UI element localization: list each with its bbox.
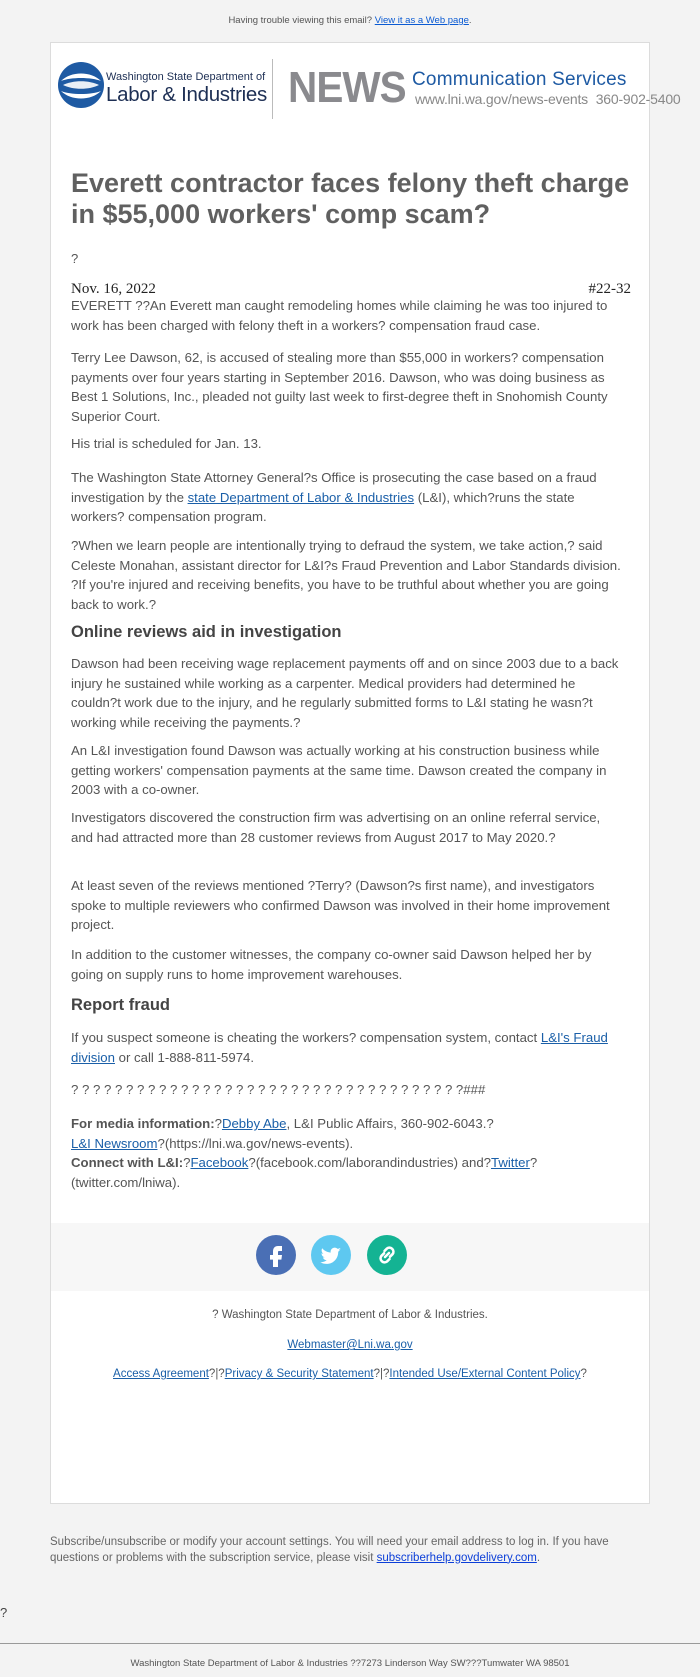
logo-line2: Labor & Industries [106, 83, 267, 106]
debby-abe-link[interactable]: Debby Abe [221, 1116, 287, 1131]
webmaster-row [51, 1339, 649, 1351]
paragraph-2: Terry Lee Dawson, 62, is accused of stealing more than $55,000 in workers? compensation payments over four years starting in September 2016. Dawson, who was doing business as Best 1 Solutions, Inc., pleaded not guilty last week to first-degree theft in Snohomish County Superior Court. [71, 350, 608, 424]
paragraph-7: An L&I investigation found Dawson was actually working at his construction business while getting workers' compensation payments at the same time. Dawson created the company in 2003 with a co-owner. [71, 743, 607, 797]
subscription-text: Subscribe/unsubscribe or modify your account settings. You will need your email address to log in. If you have questions or problems with the subscription service, please visit [50, 1536, 609, 1564]
connect-q: ? [183, 1155, 191, 1170]
policy-sep-2: ?|? [373, 1368, 390, 1380]
email-card [50, 42, 681, 1504]
paragraph-5: ?When we learn people are intentionally trying to defraud the system, we take action,? said Celeste Monahan, assistant director for L&I?s Fraud Prevention and Labor Standards division. ?If you're injured and receiving benefits, you have to be truthful about whether you are going back to work.? [71, 538, 621, 612]
facebook-icon [256, 1235, 296, 1275]
news-heading: NEWS [288, 63, 406, 112]
trouble-viewing-suffix: . [468, 15, 472, 26]
lni-logo-icon [57, 61, 105, 109]
trouble-viewing-bar [0, 0, 700, 42]
heading-online-reviews: Online reviews aid in investigation [71, 623, 342, 641]
facebook-button[interactable] [256, 1235, 296, 1275]
heading-report-fraud: Report fraud [71, 996, 170, 1014]
bottom-mark: ? [0, 1605, 8, 1620]
fraud-division-link[interactable]: L&I's Fraud division [71, 1030, 608, 1065]
subscription-end: . [536, 1551, 541, 1564]
paragraph-8: Investigators discovered the construction firm was advertising on an online referral service, and had attracted more than 28 customer reviews from August 2017 to May 2020.? [71, 810, 601, 845]
paragraph-4-post: (L&I), which?runs the state workers? compensation program. [71, 489, 575, 524]
twitter-button[interactable] [311, 1235, 351, 1275]
media-label: For media information: [71, 1116, 215, 1131]
paragraph-4 [71, 468, 623, 527]
media-q: ? [214, 1116, 222, 1131]
communication-services-title: Communication Services [412, 69, 627, 90]
paragraph-11-pre: If you suspect someone is cheating the workers? compensation system, contact [71, 1030, 541, 1045]
copyright-text: ? Washington State Department of Labor & Industries. [212, 1309, 488, 1321]
view-web-page-link[interactable]: View it as a Web page [374, 15, 469, 26]
release-date: Nov. 16, 2022 [71, 281, 156, 297]
email-header [51, 43, 681, 161]
newsroom-link[interactable]: L&I Newsroom [71, 1135, 158, 1151]
paragraph-1: EVERETT ??An Everett man caught remodeling homes while claiming he was too injured to work has been charged with felony theft in a workers? compensation fraud case. [71, 298, 608, 333]
policy-end: ? [580, 1368, 587, 1380]
news-events-url: www.lni.wa.gov/news-events [415, 91, 588, 107]
policy-links [51, 1368, 649, 1380]
connect-label: Connect with L&I: [71, 1155, 184, 1170]
social-bar [51, 1223, 649, 1291]
twitter-post: ?(twitter.com/lniwa). [71, 1155, 538, 1190]
media-contacts [71, 1114, 623, 1192]
subscription-notice [50, 1535, 650, 1566]
facebook-post: ?(facebook.com/laborandindustries) and? [248, 1155, 492, 1170]
access-agreement-link[interactable]: Access Agreement [113, 1368, 209, 1380]
privacy-statement-link[interactable]: Privacy & Security Statement [224, 1368, 374, 1380]
newsroom-post: ?(https://lni.wa.gov/news-events). [157, 1135, 354, 1151]
webmaster-link[interactable]: Webmaster@Lni.wa.gov [287, 1339, 413, 1351]
paragraph-6: Dawson had been receiving wage replacement payments off and on since 2003 due to a back injury he sustained while working as a carpenter. Medical providers had determined he couldn?t work due to the injury, and he regularly submitted forms to L&I stating he wasn?t working while receiving the payments.? [71, 656, 619, 730]
end-marks: ? ? ? ? ? ? ? ? ? ? ? ? ? ? ? ? ? ? ? ? ? ? ? ? ? ? ? ? ? ? ? ? ? ? ? ?### [71, 1082, 486, 1097]
paragraph-9: At least seven of the reviews mentioned ?Terry? (Dawson?s first name), and investigators spoke to multiple reviewers who confirmed Dawson was involved in their home improvement project. [71, 878, 610, 932]
lead-mark: ? [71, 251, 79, 266]
trouble-viewing-text: Having trouble viewing this email? [228, 15, 373, 26]
link-icon [367, 1235, 407, 1275]
mailing-address: Washington State Department of Labor & Industries ??7273 Linderson Way SW???Tumwater WA 98501 [130, 1658, 570, 1669]
intended-use-link[interactable]: Intended Use/External Content Policy [389, 1368, 581, 1380]
logo-line1: Washington State Department of [106, 71, 266, 83]
paragraph-3: His trial is scheduled for Jan. 13. [71, 436, 262, 451]
twitter-text-link[interactable]: Twitter [491, 1155, 530, 1170]
communication-services-contact [415, 91, 681, 107]
release-number: #22-32 [588, 281, 631, 297]
copy-link-button[interactable] [367, 1235, 407, 1275]
facebook-text-link[interactable]: Facebook [190, 1155, 249, 1170]
paragraph-11 [71, 1028, 623, 1067]
bottom-divider [0, 1643, 700, 1644]
media-post: , L&I Public Affairs, 360-902-6043.? [286, 1116, 494, 1131]
paragraph-4-pre: The Washington State Attorney General?s Office is prosecuting the case based on a fraud investigation by the [71, 470, 597, 505]
paragraph-11-post: or call 1-888-811-5974. [114, 1049, 255, 1065]
paragraph-10: In addition to the customer witnesses, the company co-owner said Dawson helped her by going on supply runs to home improvement warehouses. [71, 947, 592, 982]
policy-sep-1: ?|? [208, 1368, 225, 1380]
header-divider [272, 59, 273, 119]
twitter-icon [311, 1235, 351, 1275]
lni-department-link[interactable]: state Department of Labor & Industries [187, 489, 415, 505]
subscriber-help-link[interactable]: subscriberhelp.govdelivery.com [376, 1551, 537, 1564]
news-phone: 360-902-5400 [595, 91, 681, 107]
article-title: Everett contractor faces felony theft charge in $55,000 workers' comp scam? [71, 168, 630, 229]
